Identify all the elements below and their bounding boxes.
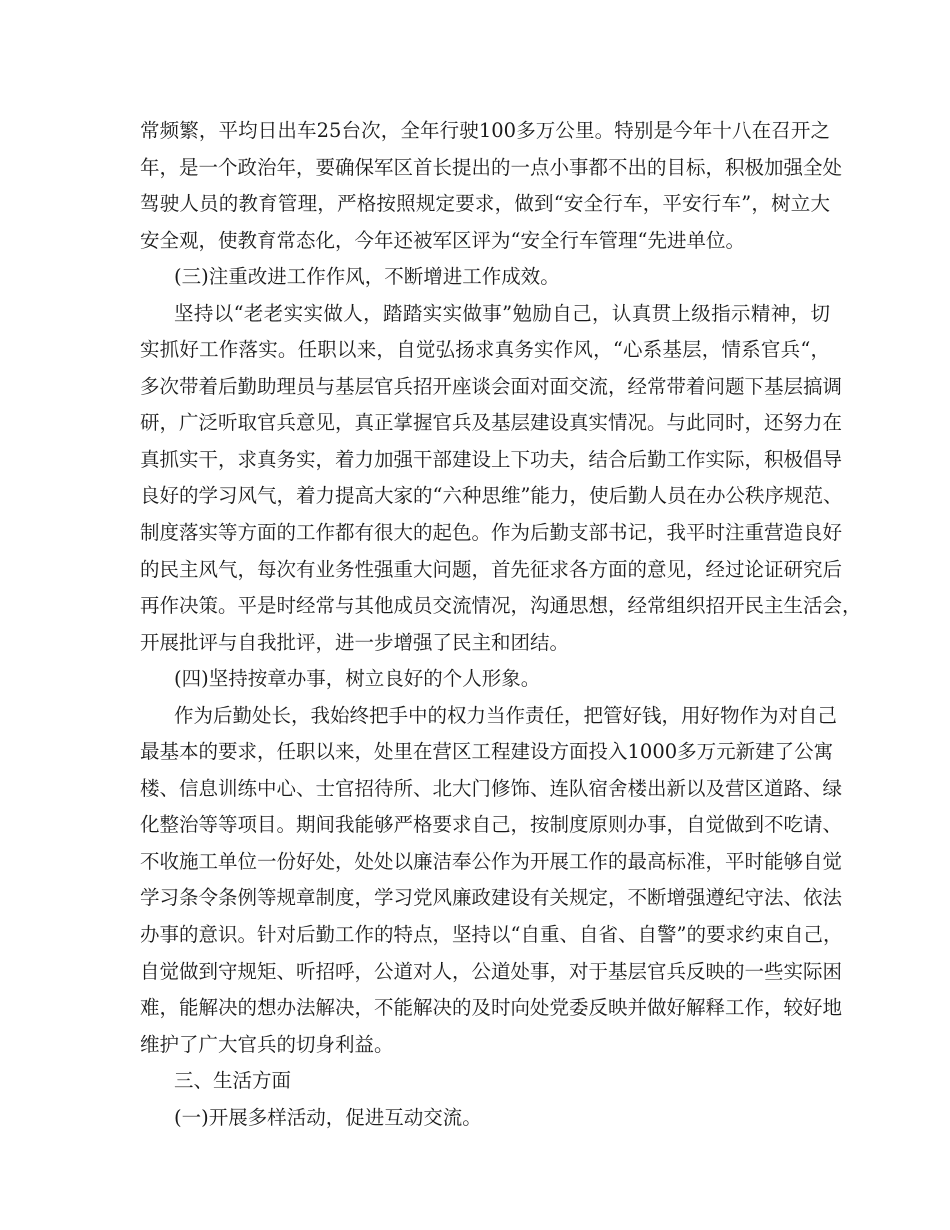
body-line: 作为后勤处长，我始终把手中的权力当作责任，把管好钱，用好物作为对自己 bbox=[174, 703, 838, 727]
body-line: 不收施工单位一份好处，处处以廉洁奉公作为开展工作的最高标准，平时能够自觉 bbox=[140, 849, 843, 873]
body-line: 良好的学习风气，着力提高大家的“六种思维”能力，使后勤人员在办公秩序规范、 bbox=[140, 484, 843, 508]
body-line: 坚持以“老老实实做人，踏踏实实做事”勉励自己，认真贯上级指示精神，切 bbox=[174, 301, 830, 325]
body-line: 安全观，使教育常态化，今年还被军区评为“安全行车管理“先进单位。 bbox=[140, 228, 745, 252]
body-line: 最基本的要求，任职以来，处里在营区工程建设方面投入1000多万元新建了公寓 bbox=[140, 740, 834, 764]
body-line: 办事的意识。针对后勤工作的特点，坚持以“自重、自省、自警”的要求约束自己， bbox=[140, 923, 843, 947]
body-line: 真抓实干，求真务实，着力加强干部建设上下功夫，结合后勤工作实际，积极倡导 bbox=[140, 447, 843, 471]
body-line: 开展批评与自我批评，进一步增强了民主和团结。 bbox=[140, 630, 570, 654]
section-heading: (四)坚持按章办事，树立良好的个人形象。 bbox=[174, 667, 541, 691]
body-line: 的民主风气，每次有业务性强重大问题，首先征求各方面的意见，经过论证研究后 bbox=[140, 557, 843, 581]
body-line: 维护了广大官兵的切身利益。 bbox=[140, 1032, 394, 1056]
body-line: 难，能解决的想办法解决，不能解决的及时向处党委反映并做好解释工作，较好地 bbox=[140, 996, 843, 1020]
body-line: 多次带着后勤助理员与基层官兵招开座谈会面对面交流，经常带着问题下基层搞调 bbox=[140, 374, 843, 398]
body-line: 常频繁，平均日出车25台次，全年行驶100多万公里。特别是今年十八在召开之 bbox=[140, 119, 830, 142]
body-line: 驾驶人员的教育管理，严格按照规定要求，做到“安全行车，平安行车”，树立大 bbox=[140, 192, 830, 216]
body-line: 再作决策。平是时经常与其他成员交流情况，沟通思想，经常组织招开民主生活会， bbox=[140, 594, 862, 618]
document-body bbox=[140, 113, 862, 1136]
section-heading: (三)注重改进工作作风，不断增进工作成效。 bbox=[174, 265, 560, 289]
section-heading: (一)开展多样活动，促进互动交流。 bbox=[174, 1105, 482, 1129]
body-line: 制度落实等方面的工作都有很大的起色。作为后勤支部书记，我平时注重营造良好 bbox=[140, 521, 843, 545]
body-line: 研，广泛听取官兵意见，真正掌握官兵及基层建设真实情况。与此同时，还努力在 bbox=[140, 411, 843, 435]
body-line: 自觉做到守规矩、听招呼，公道对人，公道处事，对于基层官兵反映的一些实际困 bbox=[140, 959, 843, 983]
body-line: 学习条令条例等规章制度，学习党风廉政建设有关规定，不断增强遵纪守法、依法 bbox=[140, 886, 843, 910]
body-line: 化整治等等项目。期间我能够严格要求自己，按制度原则办事，自觉做到不吃请、 bbox=[140, 813, 843, 837]
body-line: 年，是一个政治年，要确保军区首长提出的一点小事都不出的目标，积极加强全处 bbox=[140, 155, 843, 179]
body-line: 楼、信息训练中心、士官招待所、北大门修饰、连队宿舍楼出新以及营区道路、绿 bbox=[140, 776, 843, 800]
body-line: 实抓好工作落实。任职以来，自觉弘扬求真务实作风，“心系基层，情系官兵“， bbox=[140, 338, 830, 362]
section-title: 三、生活方面 bbox=[174, 1069, 292, 1093]
